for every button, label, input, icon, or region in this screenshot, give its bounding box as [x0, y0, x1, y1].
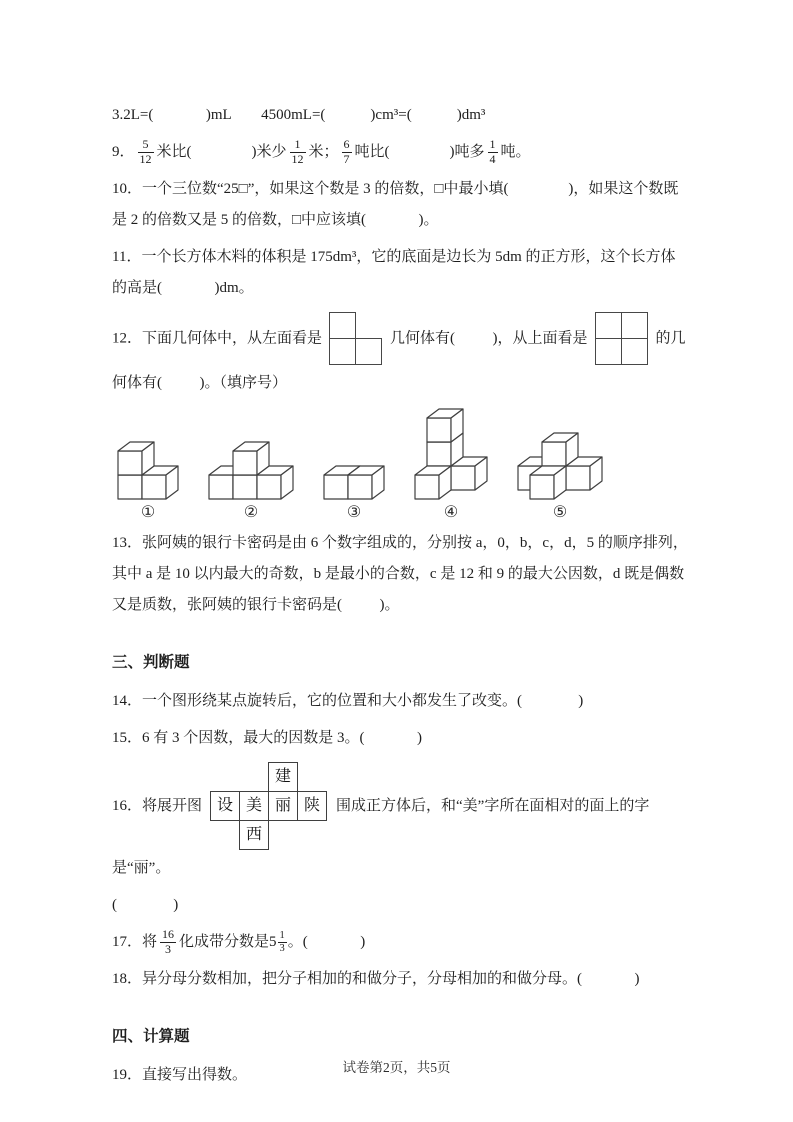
cube-figures [116, 407, 690, 522]
cube-figure-drawing [413, 407, 489, 501]
fraction-numerator: 6 [343, 137, 350, 152]
question-9 [112, 137, 690, 168]
section-heading-judge: 三、判断题 [112, 653, 190, 671]
fraction-denominator: 12 [139, 152, 152, 167]
fraction-denominator: 12 [291, 152, 304, 167]
top-view-shape [595, 312, 649, 366]
section-heading-calc: 四、计算题 [112, 1027, 190, 1045]
question-16-answer-blank [112, 890, 690, 921]
cube-figure-drawing [207, 440, 295, 501]
cube-figure-3 [322, 464, 386, 522]
whole-number-part: 5 [269, 933, 277, 950]
text-run: 19．直接写出得数。 [112, 1066, 248, 1083]
question-16 [112, 760, 690, 884]
question-18 [112, 964, 690, 995]
question-8-unit-conversion [112, 100, 690, 131]
shape-cell [595, 312, 622, 339]
page-footer: 试卷第2页，共5页 [342, 1060, 451, 1075]
text-run: 17．将 [112, 933, 158, 950]
figure-label: ③ [346, 504, 362, 521]
fraction-denominator: 7 [343, 152, 350, 167]
text-run: 的几何体有( )。（填序号） [112, 330, 686, 391]
cube-figure-drawing [322, 464, 386, 501]
net-face: 西 [239, 820, 269, 850]
shape-cell [595, 338, 622, 365]
figure-label: ① [140, 504, 156, 521]
figure-label: ② [243, 504, 259, 521]
fraction-denominator: 4 [489, 152, 496, 167]
fraction [138, 138, 154, 167]
cube-figure-5 [516, 431, 604, 522]
text-run: 吨比( )吨多 [354, 144, 485, 160]
question-10 [112, 174, 690, 236]
question-13 [112, 528, 690, 621]
fraction-numerator: 5 [138, 138, 154, 153]
left-view-shape [329, 312, 383, 366]
shape-cell [329, 312, 356, 339]
text-run: 16．将展开图 [112, 797, 203, 814]
text-run: 10．一个三位数“25□”，如果这个数是 3 的倍数，□中最小填( )，如果这个数既是 2 的倍数又是 5 的倍数，□中应该填( )。 [112, 181, 679, 228]
text-run: 化成带分数是 [179, 933, 270, 950]
net-face: 设 [210, 791, 240, 821]
text-run: 米； [308, 144, 339, 160]
cube-figure-2 [207, 440, 295, 522]
fraction [342, 138, 352, 167]
fraction [290, 138, 306, 167]
shape-cell [621, 312, 648, 339]
exam-content [112, 94, 690, 1097]
text-run: 11．一个长方体木料的体积是 175dm³，它的底面是边长为 5dm 的正方形，这个长方体的高是( )dm。 [112, 249, 676, 296]
fraction [278, 930, 287, 955]
question-11 [112, 242, 690, 304]
question-15 [112, 723, 690, 754]
shape-cell [329, 338, 356, 365]
text-run: 14．一个图形绕某点旋转后，它的位置和大小都发生了改变。( ) [112, 692, 584, 709]
cube-figure-drawing [116, 440, 180, 501]
fraction [488, 138, 498, 167]
question-17 [112, 927, 690, 958]
question-12 [112, 310, 690, 399]
cube-figure-4 [413, 407, 489, 522]
fraction-numerator: 1 [278, 930, 287, 943]
text-run: 吨。 [500, 144, 531, 160]
text-run: 15．6 有 3 个因数，最大的因数是 3。( ) [112, 729, 422, 746]
shape-cell [355, 338, 382, 365]
fraction-denominator: 3 [279, 942, 285, 954]
fraction-numerator: 1 [290, 138, 306, 153]
net-face: 陕 [297, 791, 327, 821]
text-run: 米比( )米少 [156, 144, 287, 160]
fraction [160, 928, 176, 957]
text-run: 围成正方体后，和“美”字所在面相对的面上的字是“丽”。 [112, 797, 650, 876]
mixed-number [269, 929, 288, 954]
text-run: 几何体有( )，从上面看是 [390, 330, 588, 347]
fraction-numerator: 16 [162, 926, 175, 941]
text-run: 9． [112, 144, 135, 160]
text-run: 12．下面几何体中，从左面看是 [112, 330, 323, 347]
cube-figure-1 [116, 440, 180, 522]
net-face: 美 [239, 791, 269, 821]
cube-net [210, 762, 328, 851]
text-run: 3.2L=( )mL 4500mL=( )cm³=( )dm³ [112, 107, 486, 123]
text-run: 18．异分母分数相加，把分子相加的和做分子，分母相加的和做分母。( ) [112, 970, 640, 987]
net-face: 丽 [268, 791, 298, 821]
fraction-numerator: 1 [489, 137, 496, 152]
figure-label: ⑤ [552, 504, 568, 521]
text-run: 。( ) [287, 933, 366, 950]
text-run: 13．张阿姨的银行卡密码是由 6 个数字组成的，分别按 a，0，b，c，d，5 的顺序排列，其中 a 是 10 以内最大的奇数，b 是最小的合数，c 是 12 和 9 的最大公因数，d 既是偶数又是质数，张阿姨的银行卡密码是( )。 [112, 534, 688, 613]
text-run: ( ) [112, 896, 179, 913]
net-face: 建 [268, 762, 298, 792]
shape-cell [621, 338, 648, 365]
fraction-denominator: 3 [165, 941, 172, 956]
figure-label: ④ [443, 504, 459, 521]
question-14 [112, 686, 690, 717]
cube-figure-drawing [516, 431, 604, 501]
